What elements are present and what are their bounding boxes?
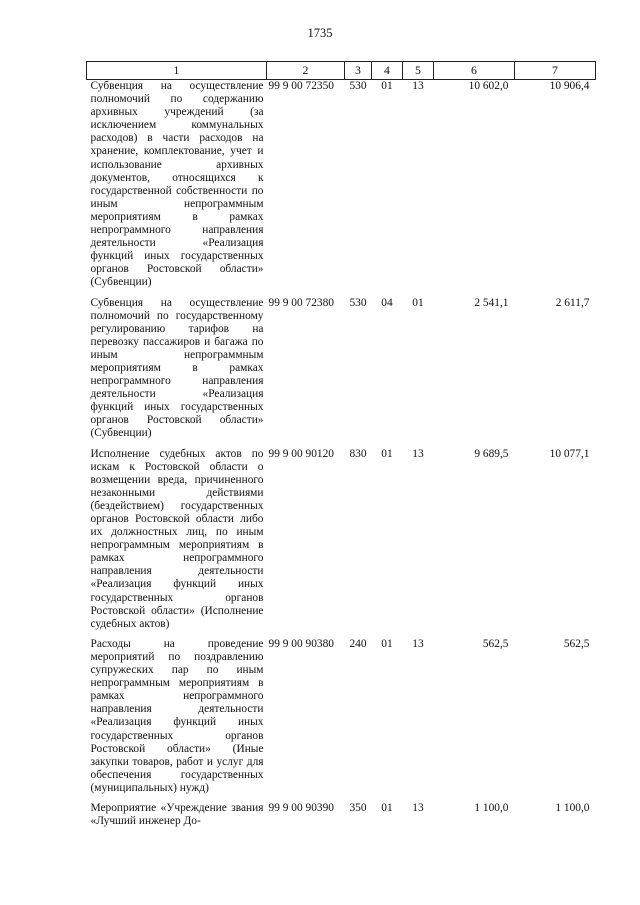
table-row bbox=[87, 638, 596, 802]
row-subsection: 13 bbox=[412, 80, 424, 92]
row-amount-col6: 2 541,1 bbox=[474, 296, 509, 309]
table-header-row bbox=[87, 62, 596, 80]
row-section: 01 bbox=[381, 80, 393, 92]
row-amount-col7: 10 906,4 bbox=[549, 80, 590, 92]
header-col-4: 4 bbox=[372, 62, 403, 80]
row-description: Субвенция на осуществление полномочий по содержанию архивных учреждений (за исключением коммунальных расходов) в части расходов на хранение, комплектование, учет и использование архивных документов, относящихся к государственной собственности по иным непрограммным мероприятиям в рамках непрограммного направления деятельности «Реализация функций иных государственных органов Ростовской области» (Субвенции) bbox=[90, 80, 264, 289]
row-subsection: 01 bbox=[412, 296, 424, 309]
row-description: Исполнение судебных актов по искам к Ростовской области о возмещении вреда, причиненного незаконными действиями (бездействием) государственных органов Ростовской области либо их должностных лиц, по иным непрограммным мероприятиям в рамках непрограммного направления деятельности «Реализация функций иных государственных органов Ростовской области» (Исполнение судебных актов) bbox=[90, 447, 264, 630]
row-amount-col7: 1 100,0 bbox=[555, 801, 590, 814]
table-row bbox=[87, 448, 596, 638]
page-number: 1735 bbox=[307, 26, 333, 40]
row-target-code: 99 9 00 72350 bbox=[268, 80, 334, 92]
row-section: 01 bbox=[381, 447, 393, 460]
header-col-3: 3 bbox=[345, 62, 372, 80]
row-expense-type: 830 bbox=[349, 447, 367, 460]
row-amount-col7: 562,5 bbox=[563, 637, 590, 650]
row-amount-col6: 9 689,5 bbox=[474, 447, 509, 460]
row-amount-col7: 2 611,7 bbox=[555, 296, 590, 309]
row-target-code: 99 9 00 90120 bbox=[268, 447, 334, 460]
row-target-code: 99 9 00 72380 bbox=[268, 296, 334, 309]
row-expense-type: 350 bbox=[349, 801, 367, 814]
row-expense-type: 530 bbox=[349, 80, 367, 92]
row-section: 04 bbox=[381, 296, 393, 309]
row-subsection: 13 bbox=[412, 447, 424, 460]
row-expense-type: 240 bbox=[349, 637, 367, 650]
row-target-code: 99 9 00 90390 bbox=[268, 801, 334, 814]
row-section: 01 bbox=[381, 801, 393, 814]
header-col-1: 1 bbox=[87, 62, 267, 80]
row-description: Расходы на проведение мероприятий по поздравлению супружеских пар по иным непрограммным мероприятиям в рамках непрограммного направления деятельности «Реализация функций иных государственных органов Ростовской области» (Иные закупки товаров, работ и услуг для обеспечения государственных (муниципальных) нужд) bbox=[90, 637, 264, 794]
row-description: Субвенция на осуществление полномочий по государственному регулированию тарифов на перевозку пассажиров и багажа по иным непрограммным мероприятиям в рамках непрограммного направления деятельности «Реализация функций иных государственных органов Ростовской области» (Субвенции) bbox=[90, 296, 264, 440]
header-col-7: 7 bbox=[515, 62, 596, 80]
row-amount-col6: 1 100,0 bbox=[474, 801, 509, 814]
budget-table bbox=[86, 61, 596, 835]
row-amount-col6: 10 602,0 bbox=[468, 80, 509, 92]
header-col-5: 5 bbox=[403, 62, 434, 80]
row-subsection: 13 bbox=[412, 637, 424, 650]
row-section: 01 bbox=[381, 637, 393, 650]
row-description: Мероприятие «Учреждение звания «Лучший инженер До- bbox=[90, 801, 264, 828]
table-row bbox=[87, 80, 596, 297]
row-amount-col6: 562,5 bbox=[482, 637, 509, 650]
row-subsection: 13 bbox=[412, 801, 424, 814]
table-row bbox=[87, 802, 596, 835]
row-expense-type: 530 bbox=[349, 296, 367, 309]
header-col-6: 6 bbox=[434, 62, 515, 80]
row-target-code: 99 9 00 90380 bbox=[268, 637, 334, 650]
table-row bbox=[87, 297, 596, 448]
row-amount-col7: 10 077,1 bbox=[549, 447, 590, 460]
header-col-2: 2 bbox=[267, 62, 345, 80]
